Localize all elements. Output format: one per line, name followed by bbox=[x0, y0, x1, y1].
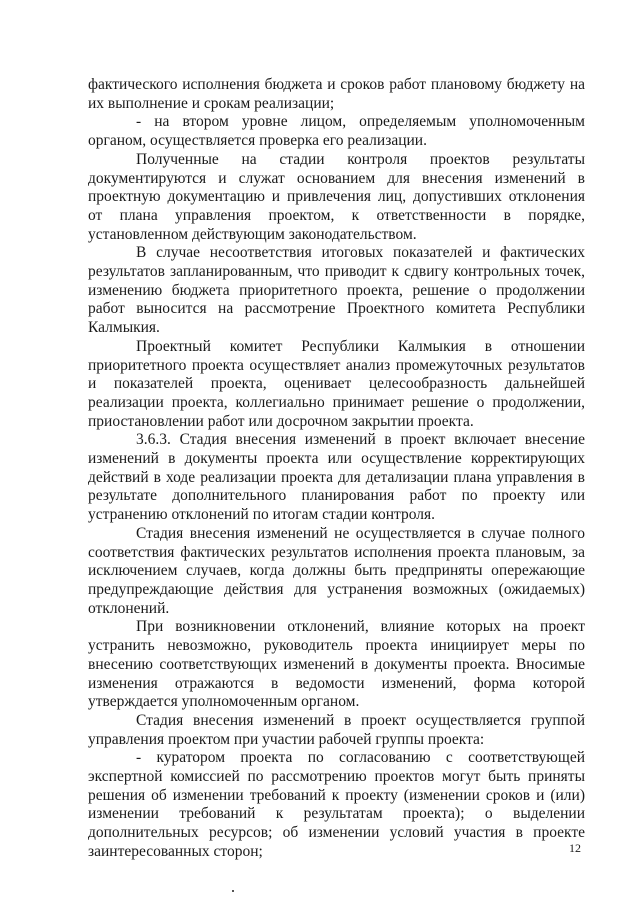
document-body bbox=[88, 76, 585, 862]
paragraph: При возникновении отклонений, влияние которых на проект устранить невозможно, руководитель проекта инициирует меры по внесению соответствующих изменений в документы проекта. Вносимые изменения отражаются в ведомости изменений, форма которой утверждается уполномоченным органом. bbox=[88, 618, 585, 711]
paragraph: Стадия внесения изменений не осуществляется в случае полного соответствия фактических результатов исполнения проекта плановым, за исключением случаев, когда должны быть предприняты опережающие предупреждающие действия для устранения возможных (ожидаемых) отклонений. bbox=[88, 524, 585, 617]
paragraph: Стадия внесения изменений в проект осуществляется группой управления проектом при участии рабочей группы проекта: bbox=[88, 711, 585, 748]
paragraph: Проектный комитет Республики Калмыкия в отношении приоритетного проекта осуществляет анализ промежуточных результатов и показателей проекта, оценивает целесообразность дальнейшей реализации проекта, коллегиально принимает решение о продолжении, приостановлении работ или досрочном закрытии проекта. bbox=[88, 337, 585, 430]
paragraph: 3.6.3. Стадия внесения изменений в проект включает внесение изменений в документы проекта или осуществление корректирующих действий в ходе реализации проекта для детализации плана управления в результате дополнительного планирования работ по проекту или устранению отклонений по итогам стадии контроля. bbox=[88, 431, 585, 524]
paragraph: - на втором уровне лицом, определяемым уполномоченным органом, осуществляется проверка его реализации. bbox=[88, 113, 585, 150]
paragraph: - куратором проекта по согласованию с соответствующей экспертной комиссией по рассмотрению проектов могут быть приняты решения об изменении требований к проекту (изменении сроков и (или) изменении требований к результатам проекта); о выделении дополнительных ресурсов; об изменении условий участия в проекте заинтересованных сторон; bbox=[88, 749, 585, 860]
paragraph: В случае несоответствия итоговых показателей и фактических результатов запланированным, что приводит к сдвигу контрольных точек, изменению бюджета приоритетного проекта, решение о продолжении работ выносится на рассмотрение Проектного комитета Республики Калмыкия. bbox=[88, 244, 585, 337]
scan-artifact bbox=[232, 890, 234, 892]
page-number: 12 bbox=[569, 841, 581, 855]
paragraph: Полученные на стадии контроля проектов результаты документируются и служат основанием для внесения изменений в проектную документацию и привлечения лиц, допустивших отклонения от плана управления проектом, к ответственности в порядке, установленном действующим законодательством. bbox=[88, 150, 585, 243]
paragraph: фактического исполнения бюджета и сроков работ плановому бюджету на их выполнение и срокам реализации; bbox=[88, 76, 585, 112]
